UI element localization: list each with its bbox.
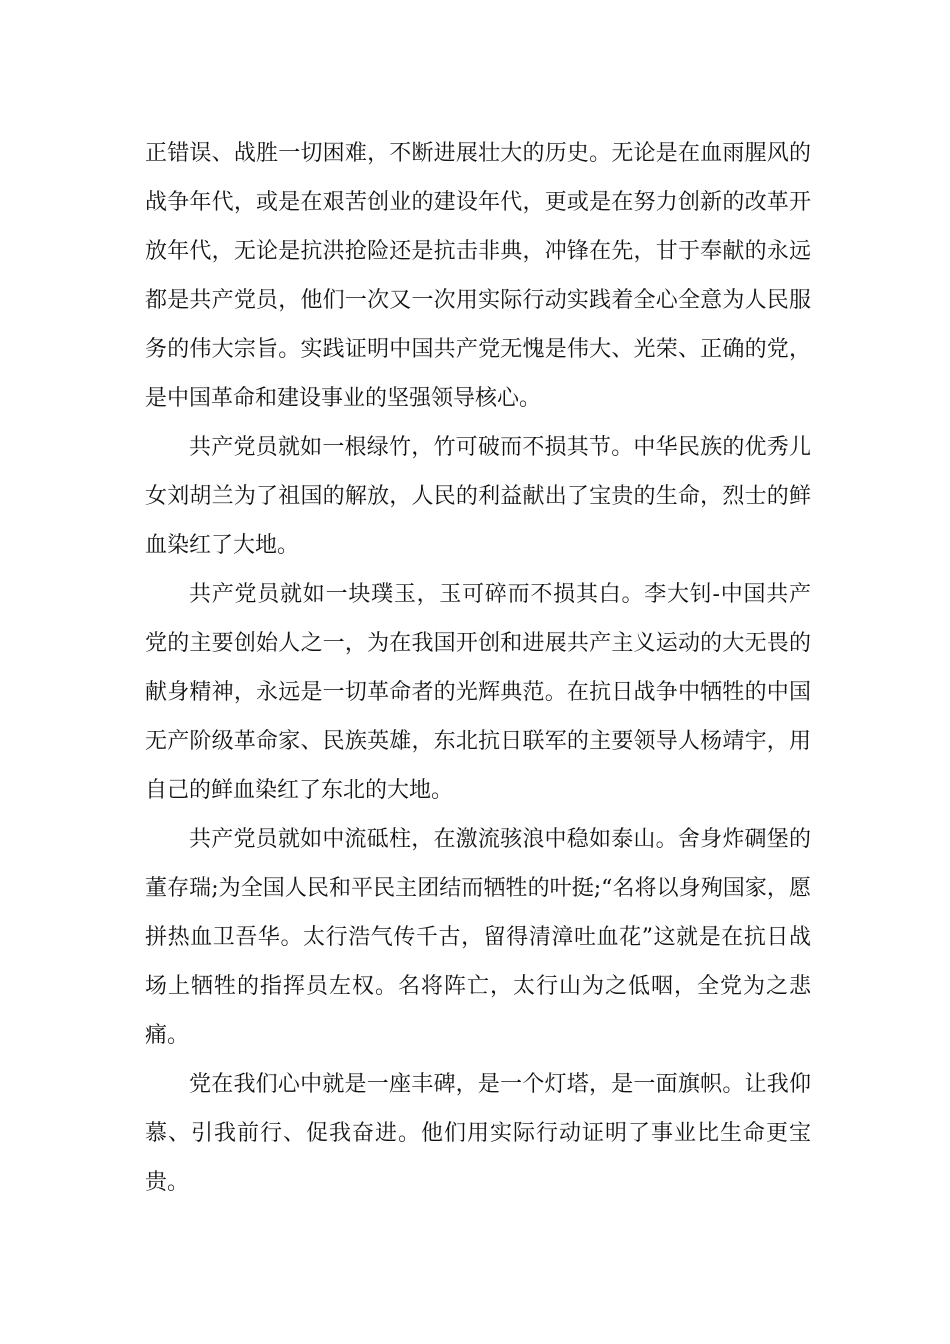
document-body — [145, 129, 811, 1207]
paragraph-monument: 党在我们心中就是一座丰碑，是一个灯塔，是一面旗帜。让我仰慕、引我前行、促我奋进。他们用实际行动证明了事业比生命更宝贵。 — [145, 1072, 811, 1195]
paragraph-mainstay: 共产党员就如中流砥柱，在激流骇浪中稳如泰山。舍身炸碉堡的董存瑞;为全国人民和平民主团结而牺牲的叶挺;“名将以身殉国家，愿拼热血卫吾华。太行浩气传千古，留得清漳吐血花”这就是在抗日战场上牺牲的指挥员左权。名将阵亡，太行山为之低咽，全党为之悲痛。 — [145, 827, 811, 1048]
paragraph-green-bamboo: 共产党员就如一根绿竹，竹可破而不损其节。中华民族的优秀儿女刘胡兰为了祖国的解放，人民的利益献出了宝贵的生命，烈士的鲜血染红了大地。 — [145, 435, 811, 558]
paragraph-jade: 共产党员就如一块璞玉，玉可碎而不损其白。李大钊-中国共产党的主要创始人之一，为在我国开创和进展共产主义运动的大无畏的献身精神，永远是一切革命者的光辉典范。在抗日战争中牺牲的中国无产阶级革命家、民族英雄，东北抗日联军的主要领导人杨靖宇，用自己的鲜血染红了东北的大地。 — [145, 582, 811, 803]
paragraph-continuation: 正错误、战胜一切困难，不断进展壮大的历史。无论是在血雨腥风的战争年代，或是在艰苦创业的建设年代，更或是在努力创新的改革开放年代，无论是抗洪抢险还是抗击非典，冲锋在先，甘于奉献的永远都是共产党员，他们一次又一次用实际行动实践着全心全意为人民服务的伟大宗旨。实践证明中国共产党无愧是伟大、光荣、正确的党，是中国革命和建设事业的坚强领导核心。 — [145, 141, 811, 411]
